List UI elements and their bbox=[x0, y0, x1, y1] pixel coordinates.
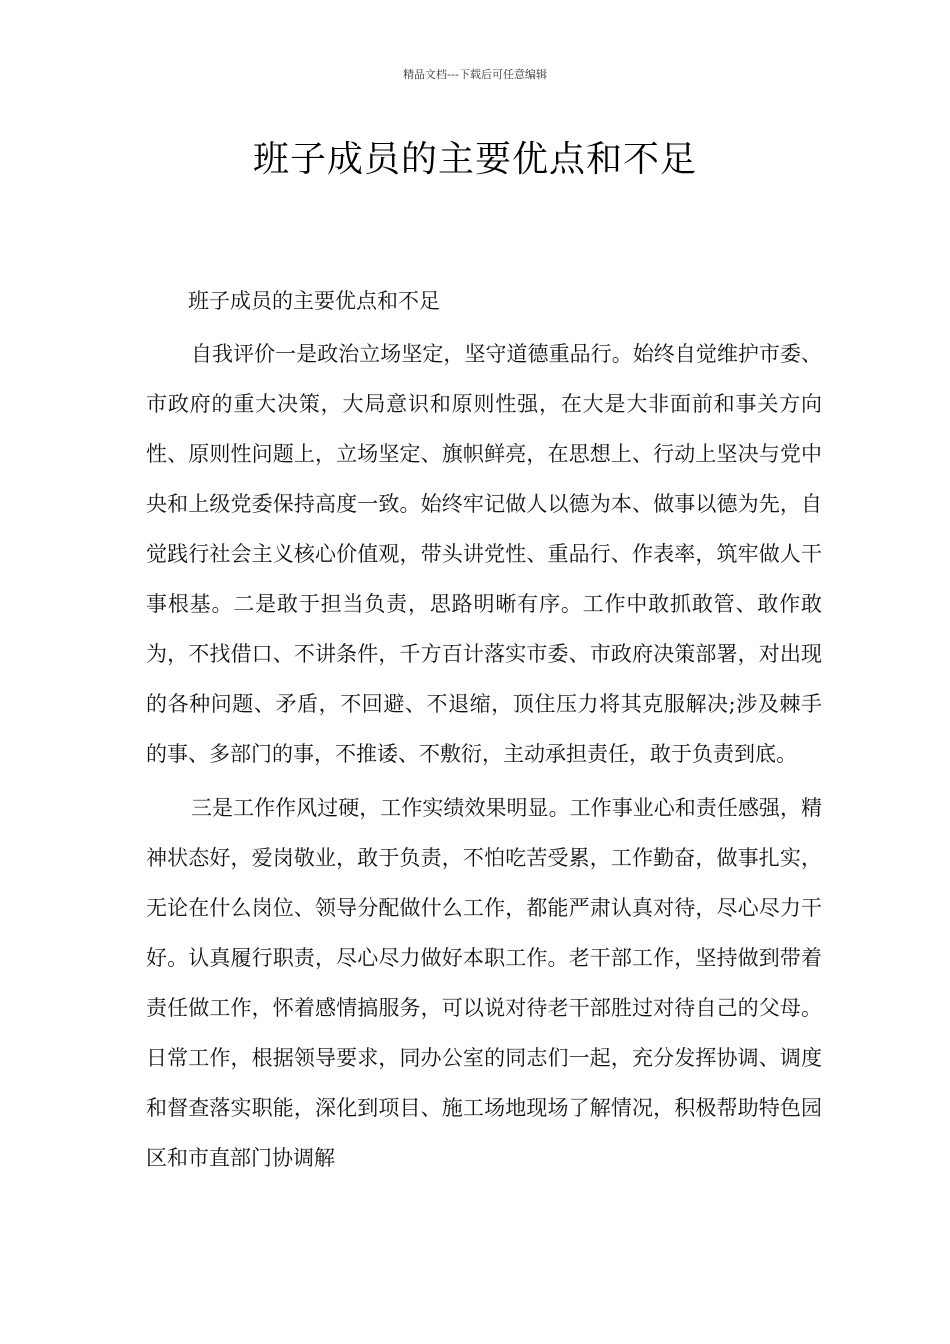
document-body bbox=[146, 283, 822, 1183]
section-subtitle: 班子成员的主要优点和不足 bbox=[188, 289, 440, 313]
document-title: 班子成员的主要优点和不足 bbox=[252, 139, 697, 180]
paragraph-1: 自我评价一是政治立场坚定，坚守道德重品行。始终自觉维护市委、市政府的重大决策，大局意识和原则性强，在大是大非面前和事关方向性、原则性问题上，立场坚定、旗帜鲜亮，在思想上、行动上坚决与党中央和上级党委保持高度一致。始终牢记做人以德为本、做事以德为先，自觉践行社会主义核心价值观，带头讲党性、重品行、作表率，筑牢做人干事根基。二是敢于担当负责，思路明晰有序。工作中敢抓敢管、敢作敢为，不找借口、不讲条件，千方百计落实市委、市政府决策部署，对出现的各种问题、矛盾，不回避、不退缩，顶住压力将其克服解决;涉及棘手的事、多部门的事，不推诿、不敷衍，主动承担责任，敢于负责到底。 bbox=[146, 342, 822, 766]
paragraph-2: 三是工作作风过硬，工作实绩效果明显。工作事业心和责任感强，精神状态好，爱岗敬业，敢于负责，不怕吃苦受累，工作勤奋，做事扎实，无论在什么岗位、领导分配做什么工作，都能严肃认真对待，尽心尽力干好。认真履行职责，尽心尽力做好本职工作。老干部工作，坚持做到带着责任做工作，怀着感情搞服务，可以说对待老干部胜过对待自己的父母。日常工作，根据领导要求，同办公室的同志们一起，充分发挥协调、调度和督查落实职能，深化到项目、施工场地现场了解情况，积极帮助特色园区和市直部门协调解 bbox=[146, 796, 822, 1170]
header-note: 精品文档---下载后可任意编辑 bbox=[403, 68, 547, 81]
